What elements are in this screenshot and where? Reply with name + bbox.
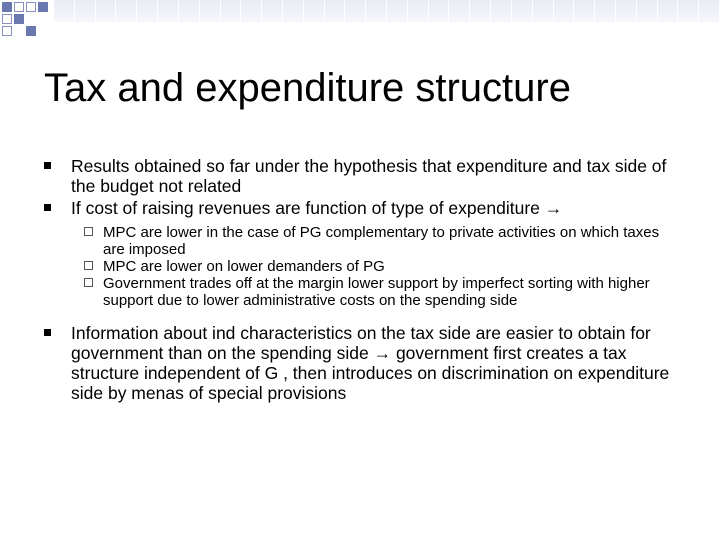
sub-bullet-text: Government trades off at the margin lower support by imperfect sorting with higher support due to lower administrative costs on the spending side (103, 275, 650, 309)
hollow-square-bullet-icon (84, 261, 93, 270)
bullet-text: Results obtained so far under the hypothesis that expenditure and tax side of the budget not related (71, 156, 667, 196)
deco-square-filled (26, 26, 36, 36)
deco-square-outline (2, 14, 12, 24)
deco-square-filled (2, 2, 12, 12)
filled-square-bullet-icon (44, 204, 51, 211)
sub-bullet-list (44, 224, 684, 309)
deco-square-outline (2, 26, 12, 36)
bullet-item (44, 156, 684, 196)
bullet-text: If cost of raising revenues are function of type of expenditure → (71, 198, 563, 218)
hollow-square-bullet-icon (84, 278, 93, 287)
hollow-square-bullet-icon (84, 227, 93, 236)
bullet-item (44, 198, 684, 218)
sub-bullet-item (44, 275, 684, 309)
deco-square-outline (14, 2, 24, 12)
deco-square-filled (38, 2, 48, 12)
deco-square-filled (14, 14, 24, 24)
bullet-item (44, 323, 684, 403)
decorative-squares (0, 0, 60, 42)
slide-title: Tax and expenditure structure (44, 66, 571, 110)
deco-square-outline (26, 2, 36, 12)
slide-body (44, 156, 684, 403)
sub-bullet-item (44, 224, 684, 258)
bullet-text: Information about ind characteristics on the tax side are easier to obtain for government than on the spending side → government first creates a tax structure independent of G , then introduces on discrimination on expenditure side by menas of special provisions (71, 323, 670, 403)
filled-square-bullet-icon (44, 162, 51, 169)
filled-square-bullet-icon (44, 329, 51, 336)
sub-bullet-text: MPC are lower on lower demanders of PG (103, 258, 385, 275)
decorative-top-band (54, 0, 720, 22)
sub-bullet-item (44, 258, 684, 275)
sub-bullet-text: MPC are lower in the case of PG complementary to private activities on which taxes are imposed (103, 224, 660, 258)
